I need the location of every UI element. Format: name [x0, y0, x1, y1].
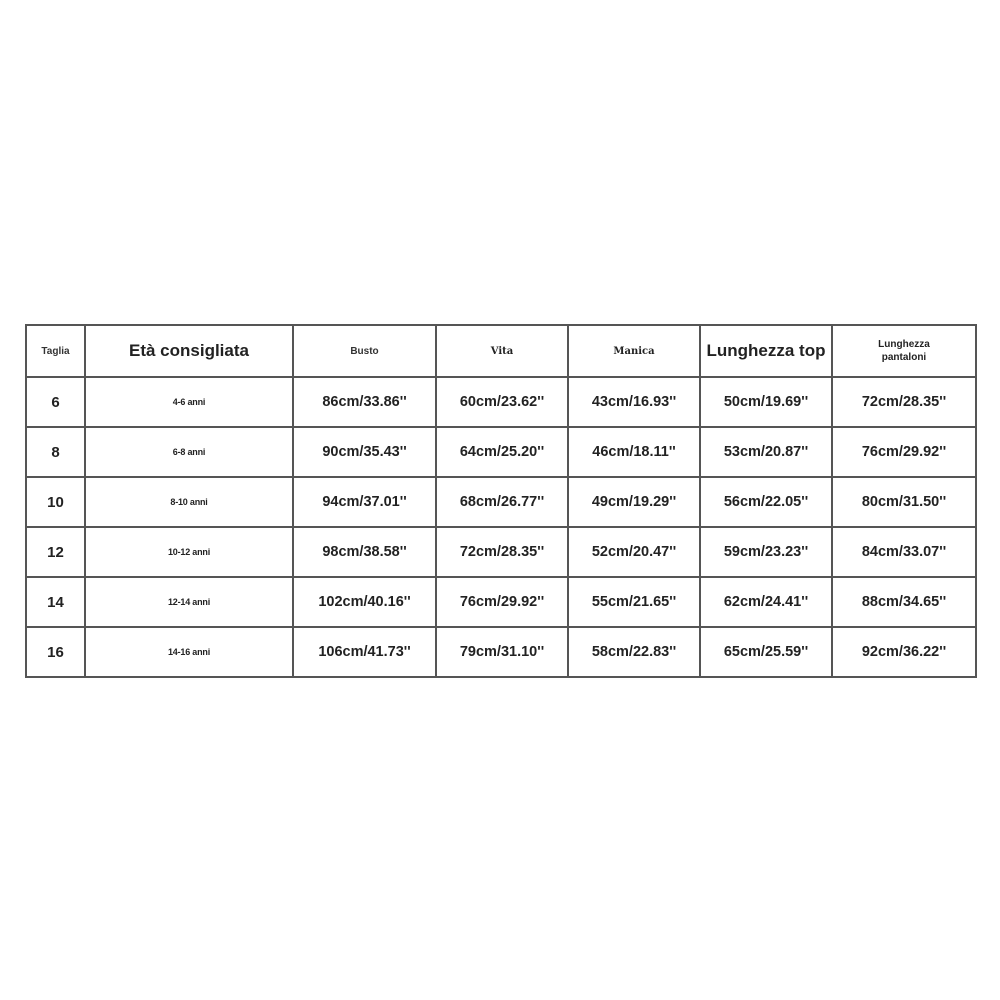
- cell-sleeve: 49cm/19.29'': [568, 477, 700, 527]
- table-row: [26, 627, 976, 677]
- cell-pants-length: 72cm/28.35'': [832, 377, 976, 427]
- table-row: [26, 477, 976, 527]
- cell-sleeve: 46cm/18.11'': [568, 427, 700, 477]
- cell-size: 12: [26, 527, 85, 577]
- table-body: [26, 377, 976, 677]
- cell-top-length: 65cm/25.59'': [700, 627, 832, 677]
- cell-waist: 60cm/23.62'': [436, 377, 568, 427]
- header-pants-length: [832, 325, 976, 377]
- cell-age: 6-8 anni: [85, 427, 293, 477]
- table-row: [26, 377, 976, 427]
- cell-waist: 68cm/26.77'': [436, 477, 568, 527]
- cell-size: 6: [26, 377, 85, 427]
- cell-sleeve: 43cm/16.93'': [568, 377, 700, 427]
- cell-bust: 90cm/35.43'': [293, 427, 436, 477]
- cell-top-length: 56cm/22.05'': [700, 477, 832, 527]
- table-header: [26, 325, 976, 377]
- cell-pants-length: 88cm/34.65'': [832, 577, 976, 627]
- cell-size: 8: [26, 427, 85, 477]
- cell-top-length: 62cm/24.41'': [700, 577, 832, 627]
- cell-sleeve: 58cm/22.83'': [568, 627, 700, 677]
- cell-pants-length: 92cm/36.22'': [832, 627, 976, 677]
- cell-size: 16: [26, 627, 85, 677]
- cell-bust: 94cm/37.01'': [293, 477, 436, 527]
- cell-waist: 72cm/28.35'': [436, 527, 568, 577]
- cell-age: 4-6 anni: [85, 377, 293, 427]
- cell-bust: 106cm/41.73'': [293, 627, 436, 677]
- header-row: [26, 325, 976, 377]
- cell-size: 14: [26, 577, 85, 627]
- cell-sleeve: 55cm/21.65'': [568, 577, 700, 627]
- cell-bust: 102cm/40.16'': [293, 577, 436, 627]
- table-row: [26, 577, 976, 627]
- cell-sleeve: 52cm/20.47'': [568, 527, 700, 577]
- cell-age: 8-10 anni: [85, 477, 293, 527]
- cell-top-length: 53cm/20.87'': [700, 427, 832, 477]
- table-row: [26, 527, 976, 577]
- cell-waist: 64cm/25.20'': [436, 427, 568, 477]
- header-sleeve: Manica: [568, 325, 700, 377]
- cell-age: 10-12 anni: [85, 527, 293, 577]
- header-pants-length-line1: Lunghezza: [878, 339, 930, 350]
- cell-age: 14-16 anni: [85, 627, 293, 677]
- cell-waist: 76cm/29.92'': [436, 577, 568, 627]
- cell-waist: 79cm/31.10'': [436, 627, 568, 677]
- cell-age: 12-14 anni: [85, 577, 293, 627]
- cell-top-length: 59cm/23.23'': [700, 527, 832, 577]
- header-size: Taglia: [26, 325, 85, 377]
- table-row: [26, 427, 976, 477]
- cell-bust: 86cm/33.86'': [293, 377, 436, 427]
- header-waist: Vita: [436, 325, 568, 377]
- size-chart-table: [25, 324, 977, 678]
- cell-top-length: 50cm/19.69'': [700, 377, 832, 427]
- cell-size: 10: [26, 477, 85, 527]
- header-pants-length-line2: pantaloni: [881, 352, 927, 363]
- header-top-length: Lunghezza top: [700, 325, 832, 377]
- header-bust: Busto: [293, 325, 436, 377]
- cell-pants-length: 76cm/29.92'': [832, 427, 976, 477]
- cell-bust: 98cm/38.58'': [293, 527, 436, 577]
- cell-pants-length: 84cm/33.07'': [832, 527, 976, 577]
- cell-pants-length: 80cm/31.50'': [832, 477, 976, 527]
- header-age: Età consigliata: [85, 325, 293, 377]
